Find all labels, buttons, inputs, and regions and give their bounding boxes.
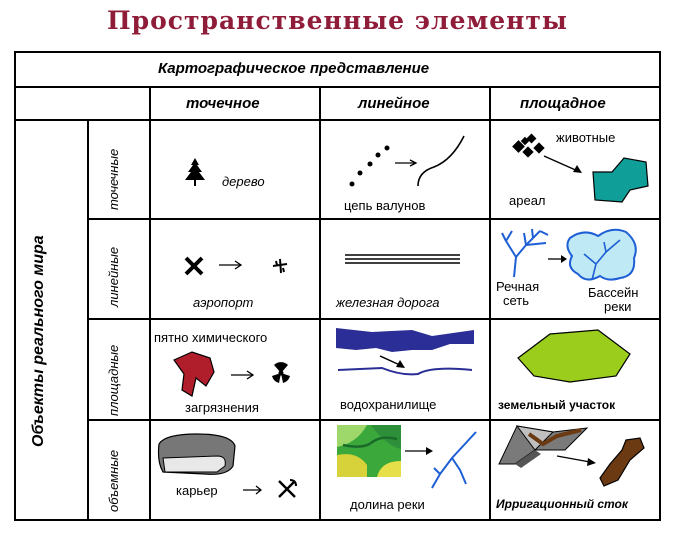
label-river-basin-2: реки bbox=[604, 299, 632, 314]
airport-icon bbox=[270, 256, 290, 276]
label-land-plot: земельный участок bbox=[498, 398, 616, 412]
label-reservoir: водохранилище bbox=[340, 397, 437, 412]
tree-icon bbox=[183, 158, 207, 188]
label-airport: аэропорт bbox=[193, 295, 254, 310]
label-chemical-stain-1: пятно химического bbox=[154, 330, 268, 345]
arrow-icon bbox=[230, 368, 256, 382]
reservoir-icon bbox=[332, 326, 478, 388]
label-river-basin-1: Бассейн bbox=[588, 285, 639, 300]
column-header-line: линейное bbox=[358, 95, 430, 112]
row-header-area: площадные bbox=[106, 344, 121, 416]
arrow-icon bbox=[540, 150, 590, 180]
label-chemical-stain-2: загрязнения bbox=[185, 400, 259, 415]
label-railroad: железная дорога bbox=[336, 295, 440, 310]
river-basin-icon bbox=[564, 224, 642, 290]
railroad-icon bbox=[345, 253, 460, 265]
arrow-icon bbox=[556, 452, 598, 468]
label-irrigation-runoff: Ирригационный сток bbox=[496, 497, 628, 511]
label-tree: дерево bbox=[222, 174, 265, 189]
label-river-network-1: Речная bbox=[496, 279, 540, 294]
range-area-icon bbox=[590, 156, 652, 206]
valley-river-icon bbox=[430, 428, 480, 490]
valley-image-icon bbox=[337, 425, 401, 477]
pickaxe-icon bbox=[276, 478, 298, 500]
land-plot-icon bbox=[516, 328, 634, 384]
drainage-area-icon bbox=[596, 436, 650, 490]
label-animals: животные bbox=[556, 130, 616, 145]
cross-icon bbox=[183, 255, 205, 277]
radiation-icon bbox=[270, 362, 292, 384]
column-header-area: площадное bbox=[520, 95, 606, 112]
label-quarry: карьер bbox=[176, 483, 218, 498]
row-header-line: линейные bbox=[106, 246, 121, 307]
row-group-header: Объекты реального мира bbox=[30, 235, 47, 447]
header-main: Картографическое представление bbox=[158, 60, 430, 77]
chemical-stain-icon bbox=[170, 350, 216, 398]
row-header-volume: объемные bbox=[106, 449, 121, 512]
arrow-icon bbox=[218, 258, 244, 272]
arrow-icon bbox=[242, 484, 264, 496]
page-title: Пространственные элементы bbox=[107, 6, 568, 35]
label-river-network-2: сеть bbox=[503, 293, 530, 308]
boulder-chain-icon bbox=[340, 130, 480, 190]
row-header-point: точечные bbox=[106, 148, 121, 210]
label-boulder-chain: цепь валунов bbox=[344, 198, 426, 213]
label-river-valley: долина реки bbox=[350, 497, 425, 512]
column-header-point: точечное bbox=[186, 95, 260, 112]
river-network-icon bbox=[500, 227, 552, 279]
quarry-icon bbox=[155, 432, 239, 476]
label-range: ареал bbox=[509, 193, 546, 208]
